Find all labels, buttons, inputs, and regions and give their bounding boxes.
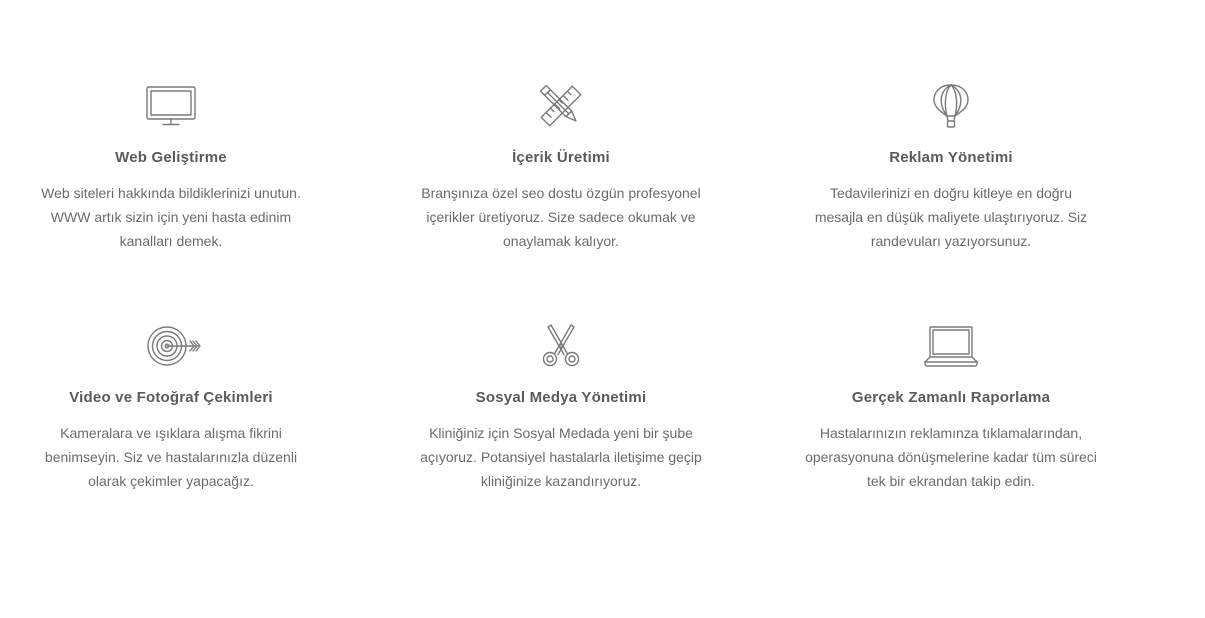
service-description: Hastalarınızın reklamınza tıklamalarından, operasyonuna dönüşmelerine kadar tüm süreci tek bir ekrandan takip edin. xyxy=(805,425,1097,489)
service-description: Web siteleri hakkında bildiklerinizi unutun. WWW artık sizin için yeni hasta edinim kanalları demek. xyxy=(41,185,301,249)
hot-air-balloon-icon xyxy=(921,82,981,130)
service-title: Web Geliştirme xyxy=(115,149,227,166)
laptop-icon xyxy=(921,322,981,370)
pencil-ruler-icon xyxy=(531,82,591,130)
service-title: Video ve Fotoğraf Çekimleri xyxy=(69,389,273,406)
scissors-icon xyxy=(531,322,591,370)
service-description: Kliniğiniz için Sosyal Medada yeni bir şube açıyoruz. Potansiyel hastalarla iletişime geçip kliniğinize kazandırıyoruz. xyxy=(420,425,702,489)
target-arrow-icon xyxy=(141,322,201,370)
service-social-media xyxy=(381,322,741,493)
service-realtime-reporting xyxy=(771,322,1131,493)
service-title: Reklam Yönetimi xyxy=(889,149,1013,166)
service-title: Sosyal Medya Yönetimi xyxy=(475,389,647,406)
service-description: Kameralara ve ışıklara alışma fikrini benimseyin. Siz ve hastalarınızla düzenli olarak çekimler yapacağız. xyxy=(44,425,298,489)
service-title: Gerçek Zamanlı Raporlama xyxy=(851,389,1051,406)
service-ad-management xyxy=(771,82,1131,253)
service-description: Tedavilerinizi en doğru kitleye en doğru mesajla en düşük maliyete ulaştırıyoruz. Siz randevuları yazıyorsunuz. xyxy=(814,185,1088,249)
service-video-photo xyxy=(0,322,351,493)
service-description: Branşınıza özel seo dostu özgün profesyonel içerikler üretiyoruz. Size sadece okumak ve onaylamak kalıyor. xyxy=(421,185,701,249)
service-title: İçerik Üretimi xyxy=(512,149,610,166)
monitor-icon xyxy=(141,82,201,130)
service-content-production xyxy=(381,82,741,253)
service-web-development xyxy=(0,82,351,253)
